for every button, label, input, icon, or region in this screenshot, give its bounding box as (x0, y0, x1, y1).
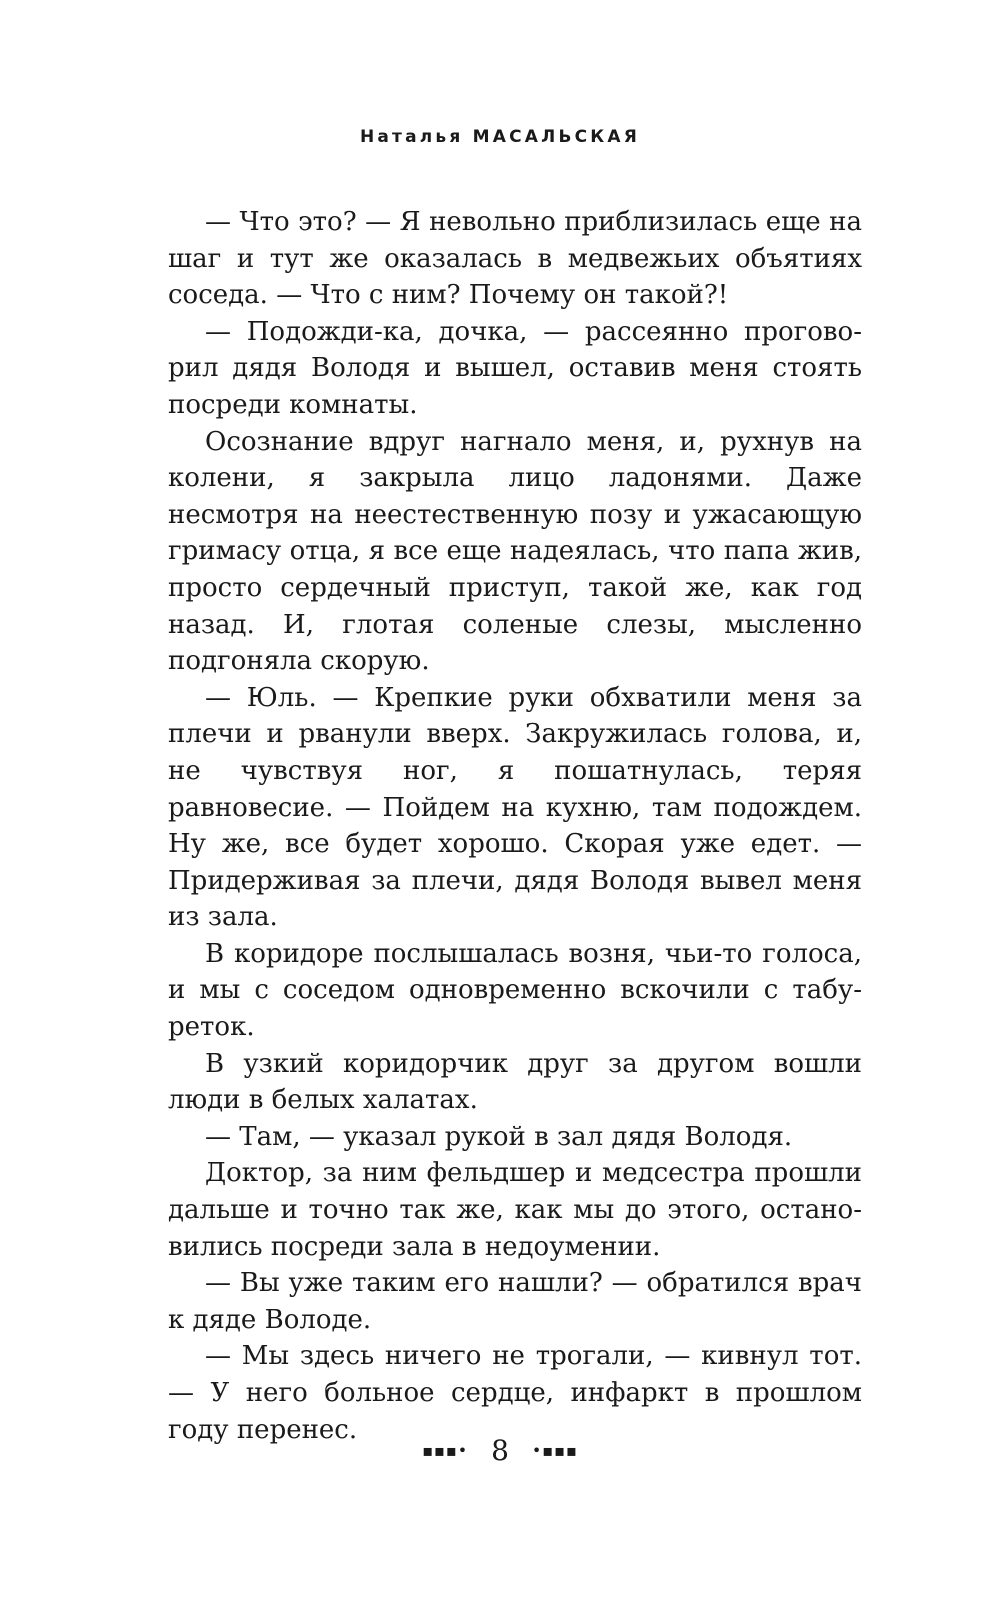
paragraph: В узкий коридорчик друг за другом вошли люди в белых халатах. (168, 1048, 862, 1116)
folio-ornament-right: •▪▪▪ (531, 1440, 578, 1460)
folio-ornament-left: ▪▪▪• (422, 1440, 469, 1460)
paragraph: — Вы уже таким его нашли? — обратился врач к дяде Володе. (168, 1268, 862, 1335)
author-last-name: МАСАЛЬСКАЯ (472, 127, 641, 147)
paragraph: — Там, — указал рукой в зал дядя Володя. (205, 1121, 793, 1152)
page-number: 8 (491, 1434, 509, 1467)
paragraph: Доктор, за ним фельдшер и медсестра прошли дальше и точно так же, как мы до этого, остановились посреди зала в недоумении. (168, 1158, 862, 1262)
page-folio (0, 1433, 1000, 1471)
paragraph: — Мы здесь ничего не трогали, — кивнул тот. — У него больное сердце, инфаркт в прошлом году перенес. (168, 1341, 862, 1445)
author-first-name: Наталья (359, 127, 464, 147)
paragraph: — Что это? — Я невольно приблизилась еще на шаг и тут же оказалась в медвежьих объятиях соседа. — Что с ним? Почему он такой?! (168, 207, 862, 311)
body-text (168, 204, 862, 1448)
running-header (0, 127, 1000, 147)
paragraph: Осознание вдруг нагнало меня, и, рухнув на колени, я закрыла лицо ладонями. Даже несмотря на неестественную позу и ужасающую гримасу отца, я все еще надеялась, что папа жив, просто сердечный приступ, такой же, как год назад. И, глотая соленые слезы, мысленно подгоняла скорую. (168, 426, 862, 677)
paragraph: — Юль. — Крепкие руки обхватили меня за плечи и рванули вверх. Закружилась голова, и, не чувствуя ног, я пошатнулась, теряя равновесие. — Пойдем на кухню, там подождем. Ну же, все будет хорошо. Скорая уже едет. — Придерживая за плечи, дядя Володя вывел меня из зала. (168, 682, 862, 933)
paragraph: В коридоре послышалась возня, чьи-то голоса, и мы с соседом одновременно вскочили с табуреток. (168, 938, 862, 1043)
paragraph: — Подожди-ка, дочка, — рассеянно проговорил дядя Володя и вышел, оставив меня стоять посреди комнаты. (168, 316, 862, 420)
